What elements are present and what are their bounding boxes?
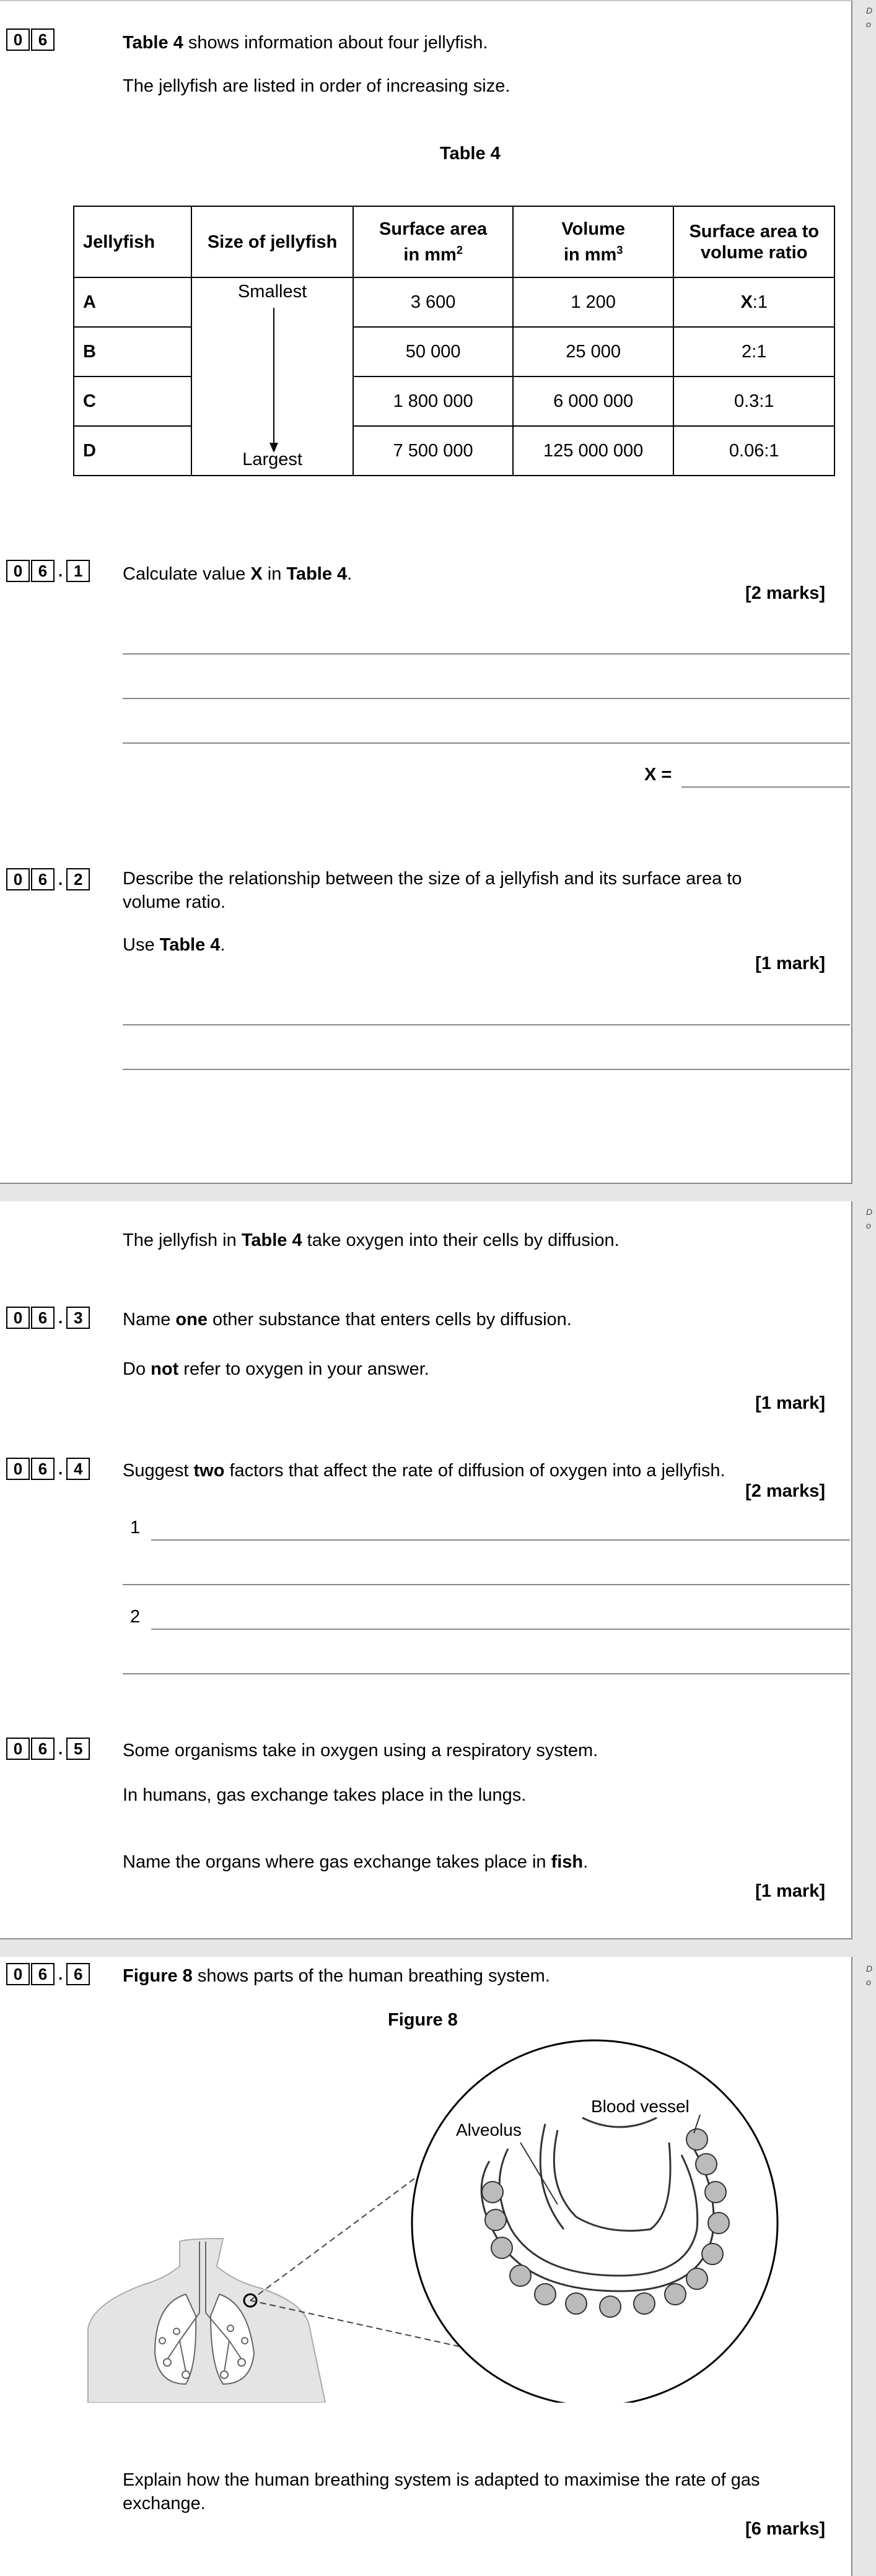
page-3: [0, 1957, 852, 2576]
question-number-06-6: 0 6 . 6: [6, 1963, 91, 1985]
zoom-line: [250, 2174, 421, 2300]
q64-marks: [2 marks]: [745, 1481, 825, 1501]
q65-line2: In humans, gas exchange takes place in the lungs.: [123, 1785, 527, 1805]
page-2: [0, 1201, 852, 1939]
q62-text: Describe the relationship between the size of a jellyfish and its surface area to volume ratio.: [123, 869, 742, 912]
answer-number-2: 2: [130, 1607, 141, 1627]
answer-line[interactable]: [123, 1024, 850, 1025]
q64-text: Suggest two factors that affect the rate of diffusion of oxygen into a jellyfish.: [123, 1461, 725, 1481]
answer-line[interactable]: [123, 653, 850, 655]
answer-line[interactable]: [123, 1069, 850, 1070]
size-arrow-cell: Smallest Largest: [191, 277, 354, 476]
q65-marks: [1 mark]: [755, 1881, 825, 1901]
arrow-down-icon: [266, 308, 281, 454]
figure-caption: Figure 8: [388, 2010, 458, 2030]
x-answer-line[interactable]: [681, 786, 850, 788]
q63-marks: [1 mark]: [755, 1393, 825, 1413]
q66-explain: Explain how the human breathing system is adapted to maximise the rate of gas exchange.: [123, 2470, 760, 2513]
table-row: D 7 500 000 125 000 000 0.06:1: [74, 426, 834, 476]
answer-number-1: 1: [130, 1518, 141, 1538]
q6-intro-line2: The jellyfish are listed in order of increasing size.: [123, 76, 510, 96]
q66-text: Figure 8 shows parts of the human breathing system.: [123, 1966, 550, 1986]
margin-note: D o: [866, 1207, 873, 1230]
q66-marks: [6 marks]: [745, 2519, 825, 2539]
answer-line[interactable]: [151, 1539, 850, 1541]
margin-note: D o: [866, 6, 873, 29]
label-alveolus: Alveolus: [453, 2120, 524, 2140]
table-row: B 50 000 25 000 2:1: [74, 327, 834, 376]
question-number-06-1: 0 6 . 1: [6, 560, 91, 582]
torso-silhouette: [88, 2239, 325, 2403]
figure-8-diagram: [0, 2031, 852, 2403]
p2-intro: The jellyfish in Table 4 take oxygen into their cells by diffusion.: [123, 1230, 620, 1250]
page-1: [0, 0, 852, 1184]
q61-text: Calculate value X in Table 4.: [123, 564, 353, 584]
question-number-06-3: 0 6 . 3: [6, 1307, 91, 1329]
q61-marks: [2 marks]: [745, 583, 825, 603]
table-caption: Table 4: [440, 144, 501, 163]
q62-use: Use Table 4.: [123, 935, 226, 955]
q63-text: Name one other substance that enters cells by diffusion.: [123, 1310, 572, 1329]
q6-intro-line1: Table 4 shows information about four jellyfish.: [123, 33, 488, 53]
answer-line[interactable]: [123, 742, 850, 744]
answer-line[interactable]: [151, 1629, 850, 1630]
question-number-06-2: 0 6 . 2: [6, 868, 91, 890]
question-number-06-4: 0 6 . 4: [6, 1458, 91, 1480]
answer-line[interactable]: [123, 1584, 850, 1585]
label-blood-vessel: Blood vessel: [589, 2097, 692, 2117]
table-header-row: Jellyfish Size of jellyfish Surface area in $mm^2$ Volume in $mm^3$ Surface area to volume ratio: [74, 206, 834, 277]
question-number-06: 0 6: [6, 28, 56, 51]
x-answer-label: X =: [644, 765, 672, 785]
q62-marks: [1 mark]: [755, 954, 825, 973]
table-row: C 1 800 000 6 000 000 0.3:1: [74, 376, 834, 426]
q65-line3: Name the organs where gas exchange takes place in fish.: [123, 1852, 589, 1872]
q65-line1: Some organisms take in oxygen using a respiratory system.: [123, 1741, 598, 1760]
question-number-06-5: 0 6 . 5: [6, 1738, 91, 1760]
q63-note: Do not refer to oxygen in your answer.: [123, 1359, 429, 1379]
table-row: A Smallest Largest 3 600 1 200 X:1: [74, 277, 834, 327]
answer-line[interactable]: [123, 698, 850, 699]
table-4: [73, 206, 835, 476]
margin-note: D o: [866, 1964, 873, 1987]
answer-line[interactable]: [123, 1673, 850, 1674]
